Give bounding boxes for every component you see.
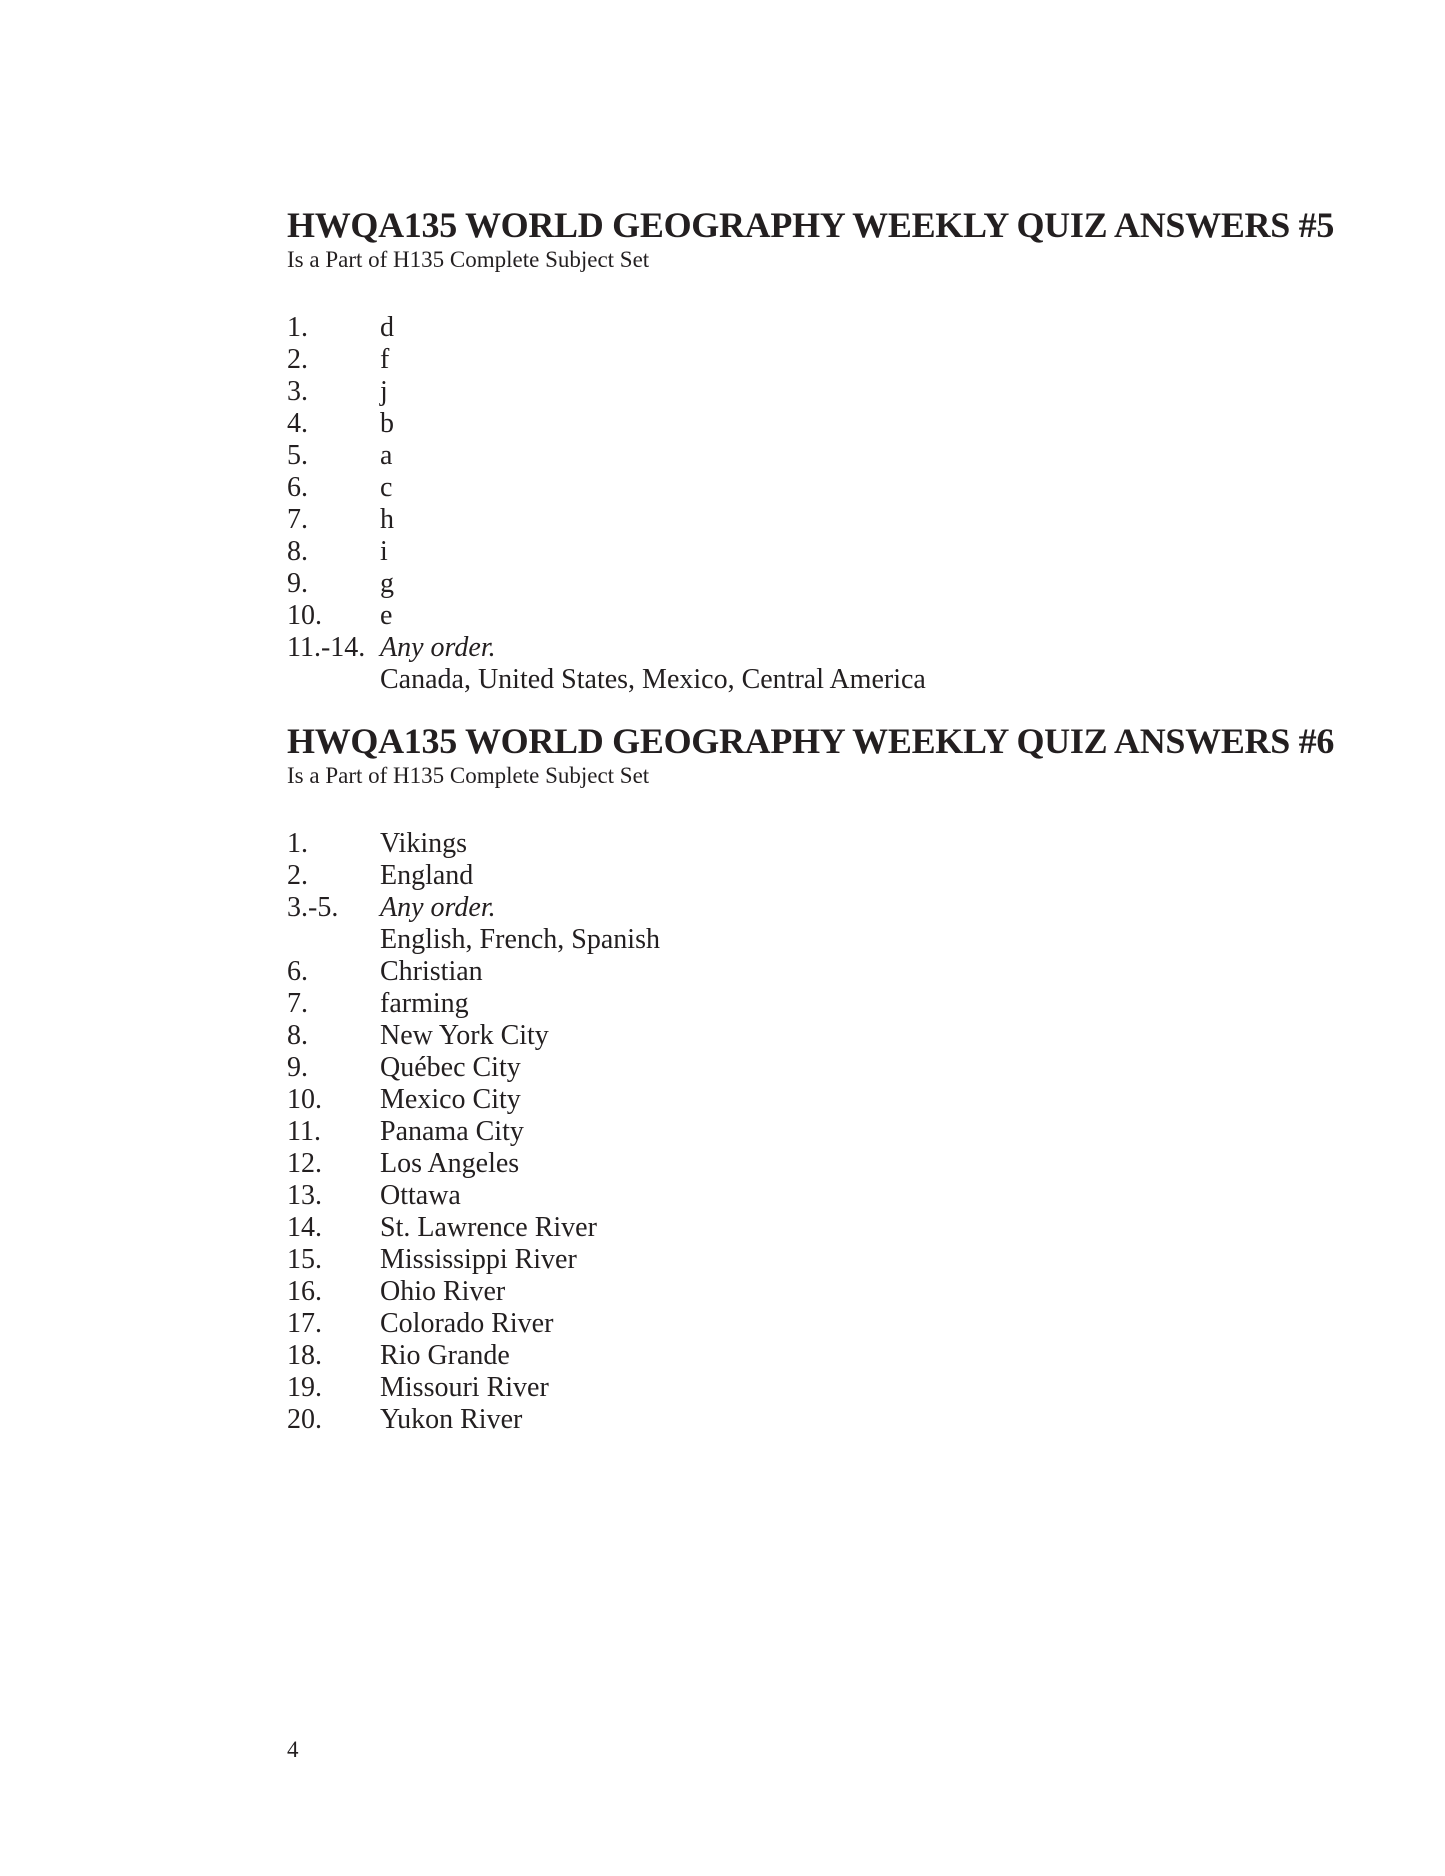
answer-row: [287, 1180, 1397, 1212]
section-subtitle-5: Is a Part of H135 Complete Subject Set: [287, 247, 650, 272]
answer-number: 8.: [287, 1020, 308, 1051]
answer-row: [287, 312, 1397, 344]
answer-text-continuation: Canada, United States, Mexico, Central America: [380, 664, 926, 695]
answer-number: 12.: [287, 1148, 322, 1179]
answer-row: [287, 568, 1397, 600]
answer-row-continuation: [287, 664, 1397, 696]
answer-row-any-order: [287, 632, 1397, 664]
answer-row: [287, 344, 1397, 376]
answer-row: [287, 1212, 1397, 1244]
section-title-6: HWQA135 WORLD GEOGRAPHY WEEKLY QUIZ ANSWERS #6: [287, 721, 1335, 761]
answer-number: 6.: [287, 956, 308, 987]
answer-text: d: [380, 312, 394, 343]
answer-list-5: [287, 312, 1397, 696]
answer-text: g: [380, 568, 394, 599]
answer-text: farming: [380, 988, 469, 1019]
answer-row: [287, 472, 1397, 504]
answer-row: [287, 600, 1397, 632]
answer-row: [287, 376, 1397, 408]
answer-row: [287, 1276, 1397, 1308]
answer-text: e: [380, 600, 393, 631]
answer-row: [287, 956, 1397, 988]
answer-number: 1.: [287, 828, 308, 859]
answer-row: [287, 536, 1397, 568]
answer-text-continuation: English, French, Spanish: [380, 924, 660, 955]
quiz-section-6: [287, 720, 1397, 1436]
answer-text: Missouri River: [380, 1372, 549, 1403]
answer-text: f: [380, 344, 390, 375]
answer-text: Vikings: [380, 828, 467, 859]
answer-number: 9.: [287, 568, 308, 599]
answer-number: 9.: [287, 1052, 308, 1083]
answer-number: 11.: [287, 1116, 321, 1147]
answer-row: [287, 408, 1397, 440]
answer-number: 16.: [287, 1276, 322, 1307]
page-number: 4: [287, 1737, 299, 1762]
answer-row: [287, 828, 1397, 860]
answer-number: 7.: [287, 988, 308, 1019]
answer-text: b: [380, 408, 394, 439]
answer-number: 10.: [287, 600, 322, 631]
answer-number: 6.: [287, 472, 308, 503]
answer-number: 18.: [287, 1340, 322, 1371]
section-subtitle-6: Is a Part of H135 Complete Subject Set: [287, 763, 650, 788]
answer-text: Ottawa: [380, 1180, 461, 1211]
answer-text: Mexico City: [380, 1084, 521, 1115]
answer-text: New York City: [380, 1020, 549, 1051]
answer-number: 15.: [287, 1244, 322, 1275]
answer-row: [287, 440, 1397, 472]
answer-text: St. Lawrence River: [380, 1212, 597, 1243]
answer-row: [287, 1084, 1397, 1116]
answer-text: England: [380, 860, 474, 891]
answer-text: Colorado River: [380, 1308, 554, 1339]
answer-number: 10.: [287, 1084, 322, 1115]
answer-text: c: [380, 472, 393, 503]
answer-text: j: [380, 376, 388, 407]
answer-row: [287, 1116, 1397, 1148]
answer-number: 17.: [287, 1308, 322, 1339]
answer-text: Mississippi River: [380, 1244, 577, 1275]
answer-number: 8.: [287, 536, 308, 567]
answer-number: 11.-14.: [287, 632, 366, 663]
answer-text: Christian: [380, 956, 483, 987]
answer-row-continuation: [287, 924, 1397, 956]
answer-row: [287, 1372, 1397, 1404]
answer-text-any-order: Any order.: [380, 892, 496, 923]
answer-row: [287, 1404, 1397, 1436]
answer-text: h: [380, 504, 394, 535]
answer-number: 14.: [287, 1212, 322, 1243]
answer-text: Rio Grande: [380, 1340, 510, 1371]
answer-row: [287, 860, 1397, 892]
answer-number: 4.: [287, 408, 308, 439]
answer-row: [287, 988, 1397, 1020]
answer-number: 7.: [287, 504, 308, 535]
answer-row-any-order: [287, 892, 1397, 924]
answer-text-any-order: Any order.: [380, 632, 496, 663]
answer-text: i: [380, 536, 388, 567]
answer-text: Ohio River: [380, 1276, 506, 1307]
answer-text: a: [380, 440, 393, 471]
answer-row: [287, 1020, 1397, 1052]
answer-number: 1.: [287, 312, 308, 343]
answer-row: [287, 1052, 1397, 1084]
answer-number: 3.-5.: [287, 892, 339, 923]
answer-row: [287, 1244, 1397, 1276]
answer-list-6: [287, 828, 1397, 1436]
answer-number: 19.: [287, 1372, 322, 1403]
answer-number: 2.: [287, 344, 308, 375]
answer-text: Yukon River: [380, 1404, 523, 1435]
answer-row: [287, 1148, 1397, 1180]
quiz-section-5: [287, 204, 1397, 696]
answer-row: [287, 1340, 1397, 1372]
answer-row: [287, 1308, 1397, 1340]
answer-row: [287, 504, 1397, 536]
section-title-5: HWQA135 WORLD GEOGRAPHY WEEKLY QUIZ ANSWERS #5: [287, 205, 1335, 245]
answer-text: Panama City: [380, 1116, 524, 1147]
answer-text: Québec City: [380, 1052, 521, 1083]
answer-number: 5.: [287, 440, 308, 471]
answer-number: 3.: [287, 376, 308, 407]
answer-text: Los Angeles: [380, 1148, 520, 1179]
answer-number: 20.: [287, 1404, 322, 1435]
answer-number: 2.: [287, 860, 308, 891]
page-content: [287, 0, 1397, 1436]
answer-number: 13.: [287, 1180, 322, 1211]
